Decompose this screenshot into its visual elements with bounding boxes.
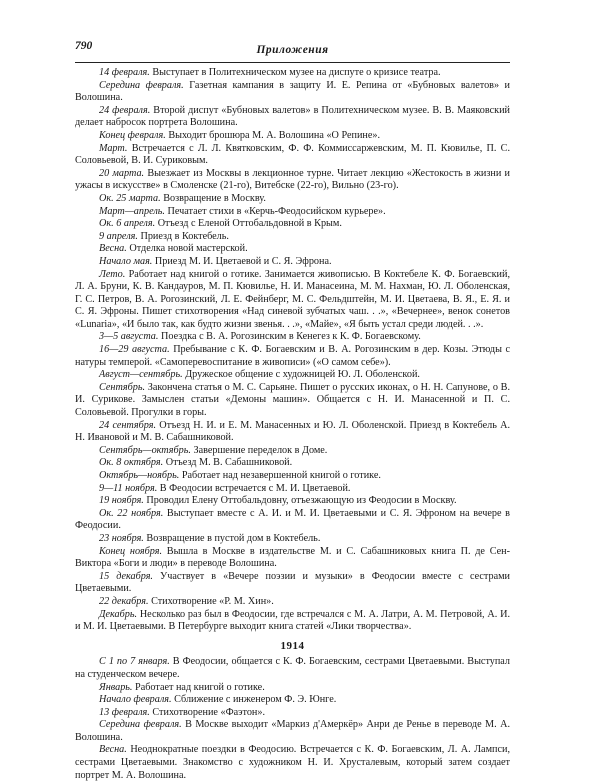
entry-date: Ок. 22 ноября. [99, 507, 164, 519]
entry-text: Закончена статья о М. С. Сарьяне. Пишет о русских иконах, о Н. Н. Сапунове, о В. И. Сурикове. Замыслен статьи «Демоны машин». Общается с Н. И. Манасенной и П. С. Соловьевой. Прогулки в горы. [75, 381, 510, 419]
entry-date: Март—апрель. [99, 205, 165, 217]
entry-text: Второй диспут «Бубновых валетов» в Политехническом музее. В. В. Маяковский делает набросок портрета Волошина. [75, 104, 510, 129]
chronicle-entry [75, 445, 510, 458]
chronicle-text [75, 67, 510, 782]
chronicle-entry [75, 656, 510, 681]
entry-date: 9 апреля. [99, 230, 138, 242]
entry-text: Отделка новой мастерской. [126, 243, 248, 255]
entry-date: Октябрь—ноябрь. [99, 470, 180, 481]
chronicle-entry [75, 206, 510, 219]
entry-text: Поездка с В. А. Рогозинским в Кенегез к К. Ф. Богаевскому. [158, 331, 421, 343]
entry-text: Сближение с инженером Ф. Э. Юнге. [171, 694, 337, 706]
entry-date: Начало февраля. [99, 694, 172, 706]
entry-text: Дружеское общение с художницей Ю. Л. Оболенской. [182, 369, 420, 381]
chronicle-entry [75, 193, 510, 206]
entry-text: Неоднократные поездки в Феодосию. Встречается с К. Ф. Богаевским, Л. А. Лампси, сестрами Цветаевыми. Знакомство с художником Н. И. Хрусталевым, который затем создает портрет М. А. Волошина. [75, 744, 510, 781]
chronicle-entry [75, 495, 510, 508]
entry-date: 13 февраля. [99, 706, 150, 718]
chronicle-entry [75, 143, 510, 168]
entry-text: Работает над книгой о готике. [132, 681, 265, 693]
chronicle-entry [75, 168, 510, 193]
entry-date: Конец февраля. [99, 129, 166, 141]
entry-date: 9—11 ноября. [99, 482, 158, 494]
chronicle-entry [75, 707, 510, 720]
chronicle-entry [75, 457, 510, 470]
entry-text: Печатает стихи в «Керчь-Феодосийском курьере». [164, 205, 386, 217]
entry-date: Ок. 6 апреля. [99, 218, 156, 230]
chronicle-1913 [75, 67, 510, 634]
entry-date: Весна. [99, 744, 127, 756]
entry-date: Ок. 8 октября. [99, 457, 164, 469]
entry-text: В Москве выходит «Маркиз д'Амеркёр» Анри де Ренье в переводе М. А. Волошина. [75, 719, 510, 743]
chronicle-entry [75, 571, 510, 596]
chronicle-entry [75, 609, 510, 634]
entry-text: Стихотворение «Р. М. Хин». [148, 595, 274, 607]
entry-date: Лето. [99, 268, 126, 280]
chronicle-entry [75, 682, 510, 695]
chronicle-1914 [75, 656, 510, 782]
entry-text: Выходит брошюра М. А. Волошина «О Репине». [165, 129, 381, 141]
entry-date: Январь. [99, 681, 133, 693]
entry-date: Декабрь. [99, 608, 138, 620]
entry-date: Конец ноября. [99, 545, 163, 557]
chronicle-entry [75, 269, 510, 332]
entry-date: 20 марта. [99, 167, 145, 179]
chronicle-entry [75, 483, 510, 496]
entry-text: Завершение переделок в Доме. [190, 444, 328, 456]
entry-text: Отъезд М. В. Сабашниковой. [163, 457, 293, 469]
chronicle-entry [75, 369, 510, 382]
entry-date: 19 ноября. [99, 495, 144, 507]
entry-text: Газетная кампания в защиту И. Е. Репина от «Бубновых валетов» и Волошина. [75, 79, 510, 104]
entry-text: Приезд М. И. Цветаевой и С. Я. Эфрона. [152, 255, 332, 267]
page-header [75, 40, 510, 63]
chronicle-entry [75, 546, 510, 571]
chronicle-entry [75, 719, 510, 744]
entry-date: 3—5 августа. [99, 331, 159, 343]
chronicle-entry [75, 470, 510, 483]
chronicle-entry [75, 344, 510, 369]
entry-date: 22 декабря. [99, 595, 149, 607]
chronicle-entry [75, 130, 510, 143]
entry-date: 14 февраля. [99, 67, 150, 78]
entry-text: Выступает в Политехническом музее на диспуте о кризисе театра. [149, 67, 441, 78]
entry-text: Встречается с Л. Л. Квятковским, Ф. Ф. Коммиссаржевским, М. П. Кювилье, П. С. Соловьевой, В. И. Суриковым. [75, 142, 510, 167]
entry-text: Приезд в Коктебель. [137, 230, 229, 242]
entry-text: Стихотворение «Фаэтон». [149, 706, 266, 718]
entry-text: Работает над книгой о готике. Занимается живописью. В Коктебеле К. Ф. Богаевский, Л. А. Бруни, К. В. Кандауров, М. П. Кювилье, Н. И. Манасеина, М. М. Нахман, Ю. Л. Оболенская, Г. С. Петров, В. А. Рогозинский, Л. Е. Фейнберг, М. С. Фельдштейн, М. И. Цветаева, В. Я., Е. Я. и С. Я. Эфроны. Пишет стихотворения «Над синевой зубчатых чаш. . .», «Вечернее», венок сонетов «Lunaria», «И было так, как будто жизни звенья. . .», «Майе», «Я быть устал среди людей. . .». [75, 268, 510, 330]
entry-text: Участвует в «Вечере поэзии и музыки» в Феодосии вместе с сестрами Цветаевыми. [75, 570, 510, 595]
entry-date: Ок. 25 марта. [99, 192, 161, 204]
page-number: 790 [75, 40, 93, 52]
chronicle-entry [75, 382, 510, 420]
entry-text: Отъезд с Еленой Оттобальдовной в Крым. [155, 218, 342, 230]
entry-date: 24 сентября. [99, 419, 156, 431]
entry-date: Сентябрь. [99, 381, 146, 393]
entry-text: Возвращение в Москву. [160, 192, 266, 204]
chronicle-entry [75, 231, 510, 244]
entry-date: 24 февраля. [99, 104, 151, 116]
entry-text: Несколько раз был в Феодосии, где встречался с М. А. Латри, А. М. Петровой, А. И. и М. И. Цветаевыми. В Петербурге выходит книга статей «Лики творчества». [75, 608, 510, 633]
entry-text: Отъезд Н. И. и Е. М. Манасенных и Ю. Л. Оболенской. Приезд в Коктебель А. Н. Ивановой и М. В. Сабашниковой. [75, 419, 511, 444]
chronicle-entry [75, 331, 510, 344]
entry-text: Проводил Елену Оттобальдовну, отъезжающую из Феодосии в Москву. [143, 495, 457, 507]
entry-text: Выезжает из Москвы в лекционное турне. Читает лекцию «Жестокость в жизни и ужасы в искусстве» в Смоленске (21-го), Витебске (22-го), Вильно (23-го). [75, 167, 510, 192]
entry-date: 23 ноября. [99, 532, 144, 544]
entry-text: В Феодосии, общается с К. Ф. Богаевским, сестрами Цветаевыми. Выступал на студенческом вечере. [75, 656, 510, 680]
chronicle-entry [75, 596, 510, 609]
entry-date: Середина февраля. [99, 719, 182, 731]
entry-text: Работает над незавершенной книгой о готике. [179, 470, 381, 481]
entry-date: Весна. [99, 243, 127, 255]
entry-text: Выступает вместе с А. И. и М. И. Цветаевыми и С. Я. Эфроном на вечере в Феодосии. [75, 507, 510, 532]
entry-text: Возвращение в пустой дом в Коктебель. [143, 532, 321, 544]
entry-date: 16—29 августа. [99, 344, 170, 356]
chronicle-entry [75, 694, 510, 707]
chronicle-entry [75, 105, 510, 130]
entry-date: Август—сентябрь. [99, 369, 183, 381]
chronicle-entry [75, 218, 510, 231]
chronicle-entry [75, 80, 510, 105]
entry-text: Пребывание с К. Ф. Богаевским и В. А. Рогозинским в дер. Козы. Этюды с натуры темперой. «Самоперевоспитание в живописи» («О самом себе»). [75, 344, 510, 368]
year-heading: 1914 [280, 639, 305, 652]
entry-date: С 1 по 7 января. [99, 656, 170, 668]
running-title: Приложения [256, 44, 329, 56]
entry-date: Начало мая. [99, 255, 153, 267]
chronicle-entry [75, 67, 510, 80]
entry-text: Вышла в Москве в издательстве М. и С. Сабашниковых книга П. де Сен-Виктора «Боги и люди» в переводе Волошина. [75, 545, 510, 570]
chronicle-entry [75, 256, 510, 269]
entry-date: Сентябрь—октябрь. [99, 444, 191, 456]
entry-text: В Феодосии встречается с М. И. Цветаевой. [157, 482, 351, 494]
entry-date: Март. [99, 142, 128, 154]
chronicle-entry [75, 420, 510, 445]
chronicle-entry [75, 533, 510, 546]
chronicle-entry [75, 508, 510, 533]
entry-date: 15 декабря. [99, 570, 153, 582]
chronicle-entry [75, 243, 510, 256]
chronicle-entry [75, 744, 510, 782]
entry-date: Середина февраля. [99, 79, 184, 91]
